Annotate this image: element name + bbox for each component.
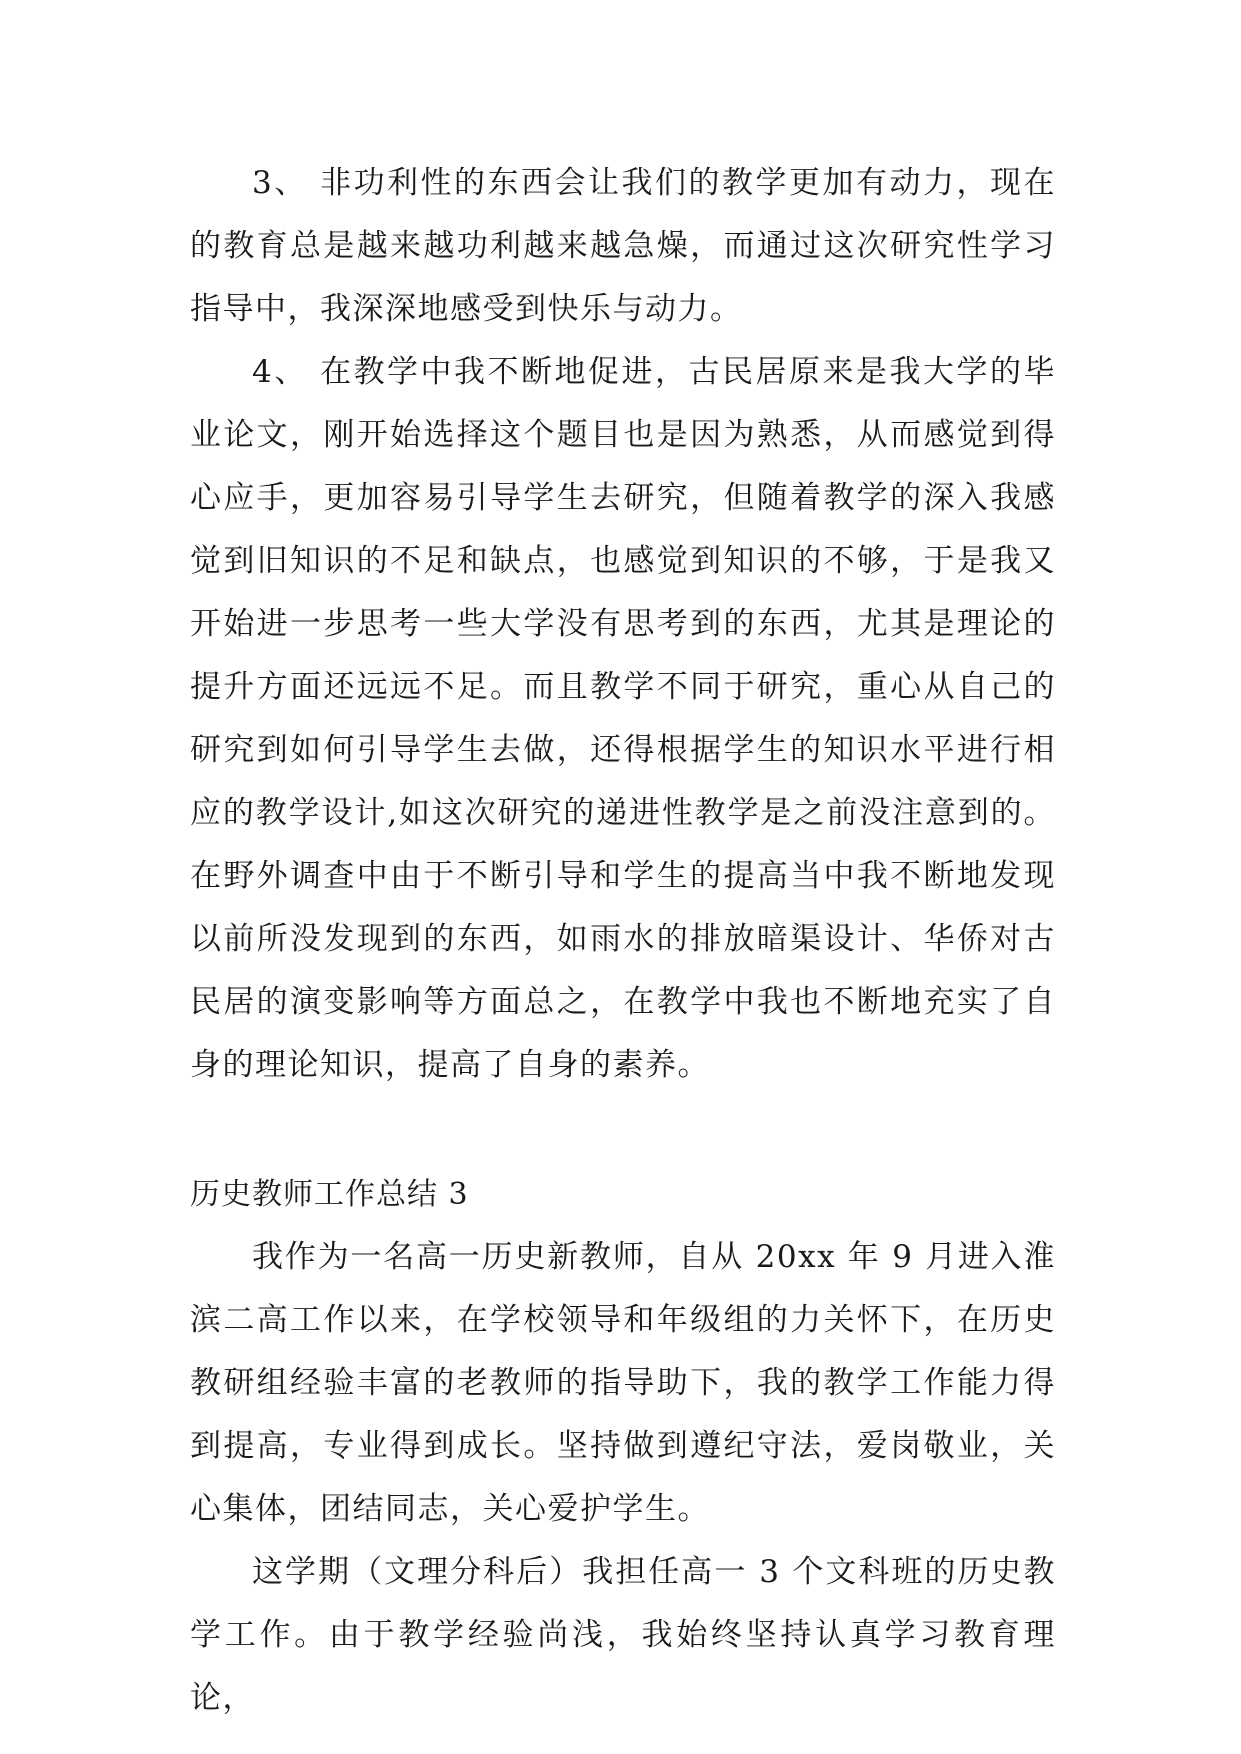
paragraph-item-4: 4、 在教学中我不断地促进，古民居原来是我大学的毕业论文，刚开始选择这个题目也是因为熟悉，从而感觉到得心应手，更加容易引导学生去研究，但随着教学的深入我感觉到旧知识的不足和缺点，也感觉到知识的不够，于是我又开始进一步思考一些大学没有思考到的东西，尤其是理论的提升方面还远远不足。而且教学不同于研究，重心从自己的研究到如何引导学生去做，还得根据学生的知识水平进行相应的教学设计,如这次研究的递进性教学是之前没注意到的。在野外调查中由于不断引导和学生的提高当中我不断地发现以前所没发现到的东西，如雨水的排放暗渠设计、华侨对古民居的演变影响等方面总之，在教学中我也不断地充实了自身的理论知识，提高了自身的素养。 [190,354,1056,1083]
paragraph-item-3: 3、 非功利性的东西会让我们的教学更加有动力，现在的教育总是越来越功利越来越急燥，而通过这次研究性学习指导中，我深深地感受到快乐与动力。 [190,165,1056,327]
paragraph-intro: 我作为一名高一历史新教师，自从 20xx 年 9 月进入淮滨二高工作以来，在学校领导和年级组的力关怀下，在历史教研组经验丰富的老教师的指导助下，我的教学工作能力得到提高，专业得到成长。坚持做到遵纪守法，爱岗敬业，关心集体，团结同志，关心爱护学生。 [190,1239,1056,1527]
document-body [190,152,1056,1730]
paragraph-semester: 这学期（文理分科后）我担任高一 3 个文科班的历史教学工作。由于教学经验尚浅，我始终坚持认真学习教育理论， [190,1554,1056,1716]
section-heading: 历史教师工作总结 3 [190,1177,469,1212]
